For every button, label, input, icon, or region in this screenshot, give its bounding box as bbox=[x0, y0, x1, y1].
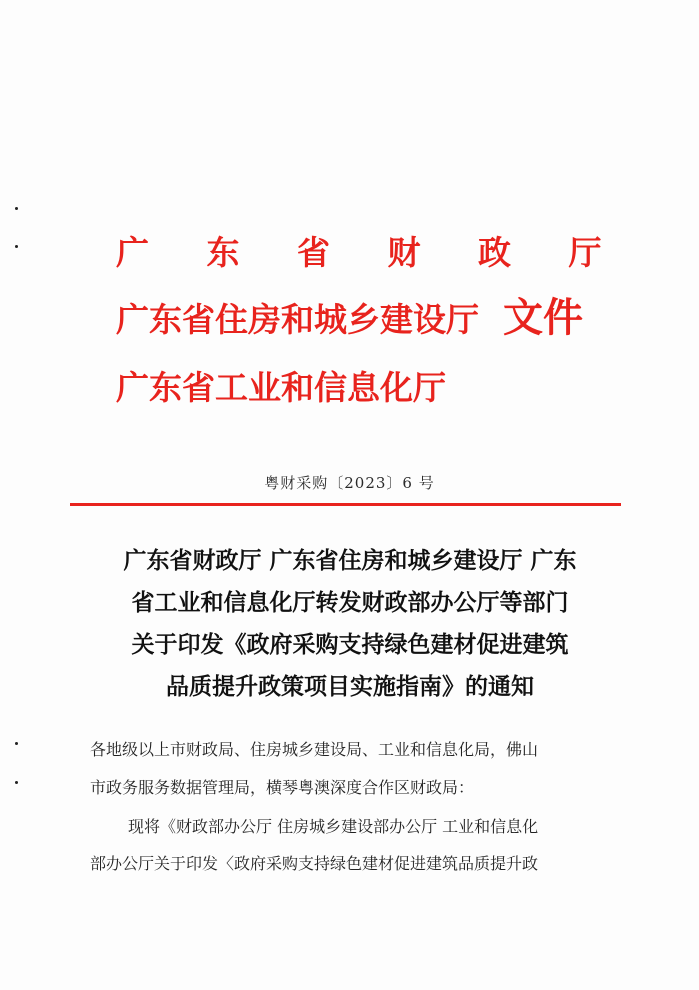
scan-mark bbox=[15, 742, 18, 745]
issuer-line-housing: 广东省住房和城乡建设厅 bbox=[116, 300, 479, 339]
scan-mark bbox=[15, 245, 18, 248]
notice-title-line-4: 品质提升政策项目实施指南》的通知 bbox=[166, 673, 534, 700]
document-number: 粤财采购〔2023〕6 号 bbox=[264, 474, 435, 492]
body-paragraph-line-1: 现将《财政部办公厅 住房城乡建设部办公厅 工业和信息化 bbox=[128, 817, 539, 836]
scan-mark bbox=[15, 207, 18, 210]
document-label: 文件 bbox=[503, 294, 583, 341]
notice-title-line-2: 省工业和信息化厅转发财政部办公厅等部门 bbox=[131, 589, 569, 616]
addressee-line-2: 市政务服务数据管理局，横琴粤澳深度合作区财政局： bbox=[90, 778, 475, 797]
addressee-line-1: 各地级以上市财政局、住房城乡建设局、工业和信息化局，佛山 bbox=[90, 740, 539, 759]
issuer-line-finance: 广 东 省 财 政 厅 bbox=[116, 233, 625, 272]
body-paragraph-line-2: 部办公厅关于印发〈政府采购支持绿色建材促进建筑品质提升政 bbox=[90, 854, 539, 873]
notice-title-line-3: 关于印发《政府采购支持绿色建材促进建筑 bbox=[131, 631, 569, 658]
scan-mark bbox=[15, 781, 18, 784]
notice-title-line-1: 广东省财政厅 广东省住房和城乡建设厅 广东 bbox=[123, 547, 577, 574]
red-divider bbox=[70, 503, 621, 506]
issuer-line-industry: 广东省工业和信息化厅 bbox=[116, 368, 446, 407]
